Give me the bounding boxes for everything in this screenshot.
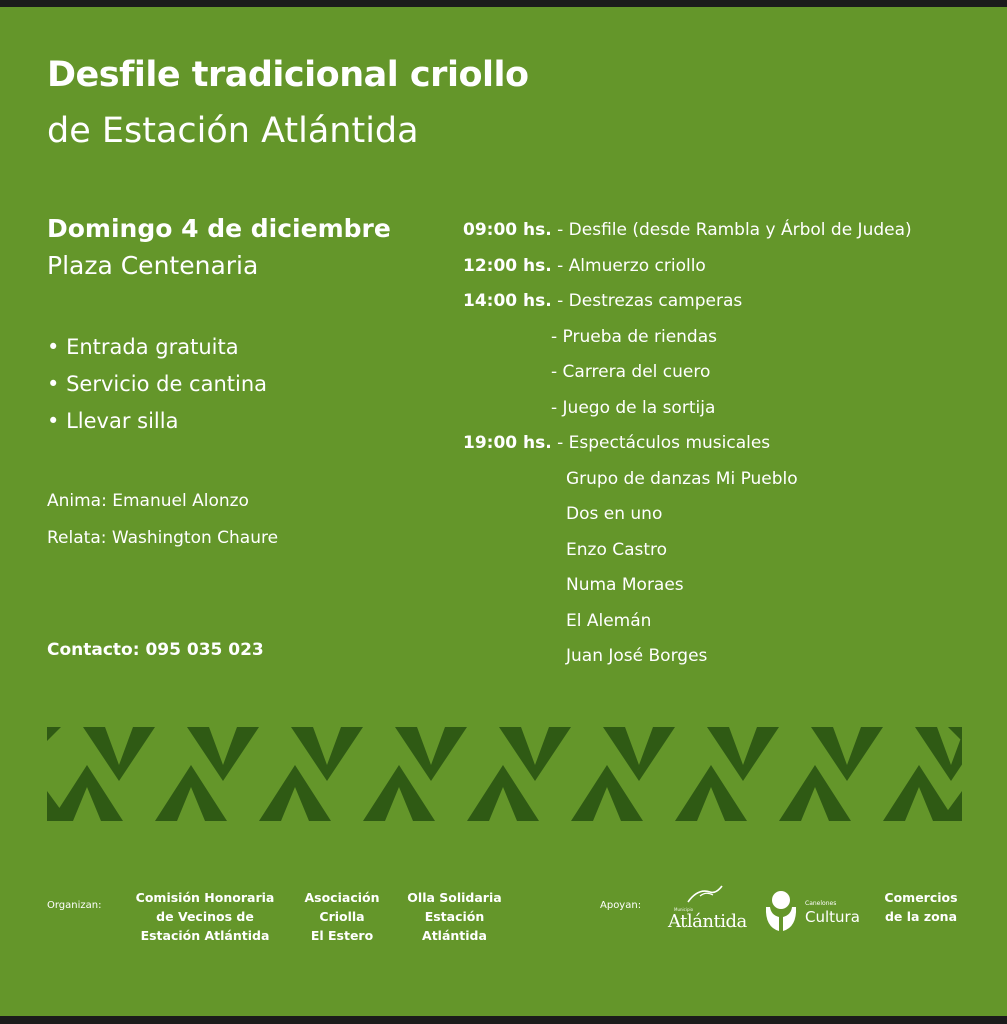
schedule-subitem: Juan José Borges [566,646,708,666]
zigzag-pattern [47,727,962,821]
list-item: • Llevar silla [47,403,267,440]
list-item: • Servicio de cantina [47,366,267,403]
schedule-subitem: Numa Moraes [566,575,684,595]
schedule-subitem: Enzo Castro [566,539,668,560]
schedule-subitem: Dos en uno [566,504,663,524]
chevron-up-icon [155,765,227,821]
event-poster [0,7,1007,1016]
schedule-time: 12:00 hs. [463,255,552,276]
schedule-text: - Desfile (desde Rambla y Árbol de Judea) [551,220,912,240]
chevron-up-icon [467,765,539,821]
edge-shape [948,727,962,741]
schedule-row [463,249,912,285]
organizer-line: Atlántida [422,928,487,943]
schedule-subitem: El Alemán [566,610,652,631]
chevron-down-icon [603,727,675,781]
chevron-down-icon [707,727,779,781]
chevron-up-icon [779,765,851,821]
poster-subtitle: de Estación Atlántida [47,111,419,151]
logo-word: Cultura [805,908,860,926]
chevron-down-icon [83,727,155,781]
event-date: Domingo 4 de diciembre [47,214,391,243]
organizer-line: Criolla [319,909,365,924]
chevron-down-icon [811,727,883,781]
organizer-olla [402,888,507,945]
features-list [47,329,267,440]
organizan-label: Organizan: [47,900,102,911]
organizer-comision [130,888,280,945]
bird-icon [686,882,726,908]
chevron-up-icon [363,765,435,821]
organizer-line: Comisión Honoraria [135,890,275,905]
chevron-up-icon [883,765,955,821]
schedule-text: - Destrezas camperas [551,291,743,311]
apoyan-label: Apoyan: [600,900,642,911]
organizer-line: de Vecinos de [156,909,254,924]
schedule-subitem: - Juego de la sortija [551,397,716,418]
schedule-subitem: - Carrera del cuero [551,362,711,382]
schedule-text: - Espectáculos musicales [551,433,771,453]
chevron-down-icon [187,727,259,781]
chevron-up-icon [571,765,643,821]
poster-title: Desfile tradicional criollo [47,55,529,95]
organizer-line: Estación Atlántida [140,928,270,943]
chevron-down-icon [395,727,467,781]
supporter-comercios [876,888,966,926]
schedule-subitem: Grupo de danzas Mi Pueblo [566,468,798,489]
credits [47,483,278,557]
atlantida-logo [668,882,747,940]
chevron-up-icon [675,765,747,821]
organizer-line: Olla Solidaria [407,890,502,905]
schedule-text: - Almuerzo criollo [551,255,706,276]
cultura-mark-icon [762,889,800,933]
chevron-up-icon [259,765,331,821]
schedule-subitem: - Prueba de riendas [551,326,717,347]
cultura-logo [762,889,862,939]
credit-relata: Relata: Washington Chaure [47,528,279,548]
schedule-row [463,213,912,249]
schedule [463,213,912,675]
schedule-time: 09:00 hs. [463,220,552,240]
schedule-time: 14:00 hs. [463,291,552,311]
event-place: Plaza Centenaria [47,251,259,280]
organizer-asociacion [297,888,387,945]
organizer-line: El Estero [310,928,374,943]
supporter-line: Comercios [884,890,958,905]
contact-info: Contacto: 095 035 023 [47,640,264,660]
credit-anima: Anima: Emanuel Alonzo [47,491,249,511]
schedule-row [463,284,912,320]
edge-shape [47,727,61,741]
supporter-line: de la zona [884,909,958,924]
organizer-line: Asociación [304,890,380,905]
logo-word: Atlántida [668,911,747,932]
chevron-down-icon [291,727,363,781]
chevron-down-icon [499,727,571,781]
logo-small-text: Canelones [805,900,837,907]
schedule-time: 19:00 hs. [463,433,552,453]
schedule-row [463,426,912,462]
list-item: • Entrada gratuita [47,329,267,366]
organizer-line: Estación [424,909,485,924]
logo-small-text: Municipio [674,907,694,912]
